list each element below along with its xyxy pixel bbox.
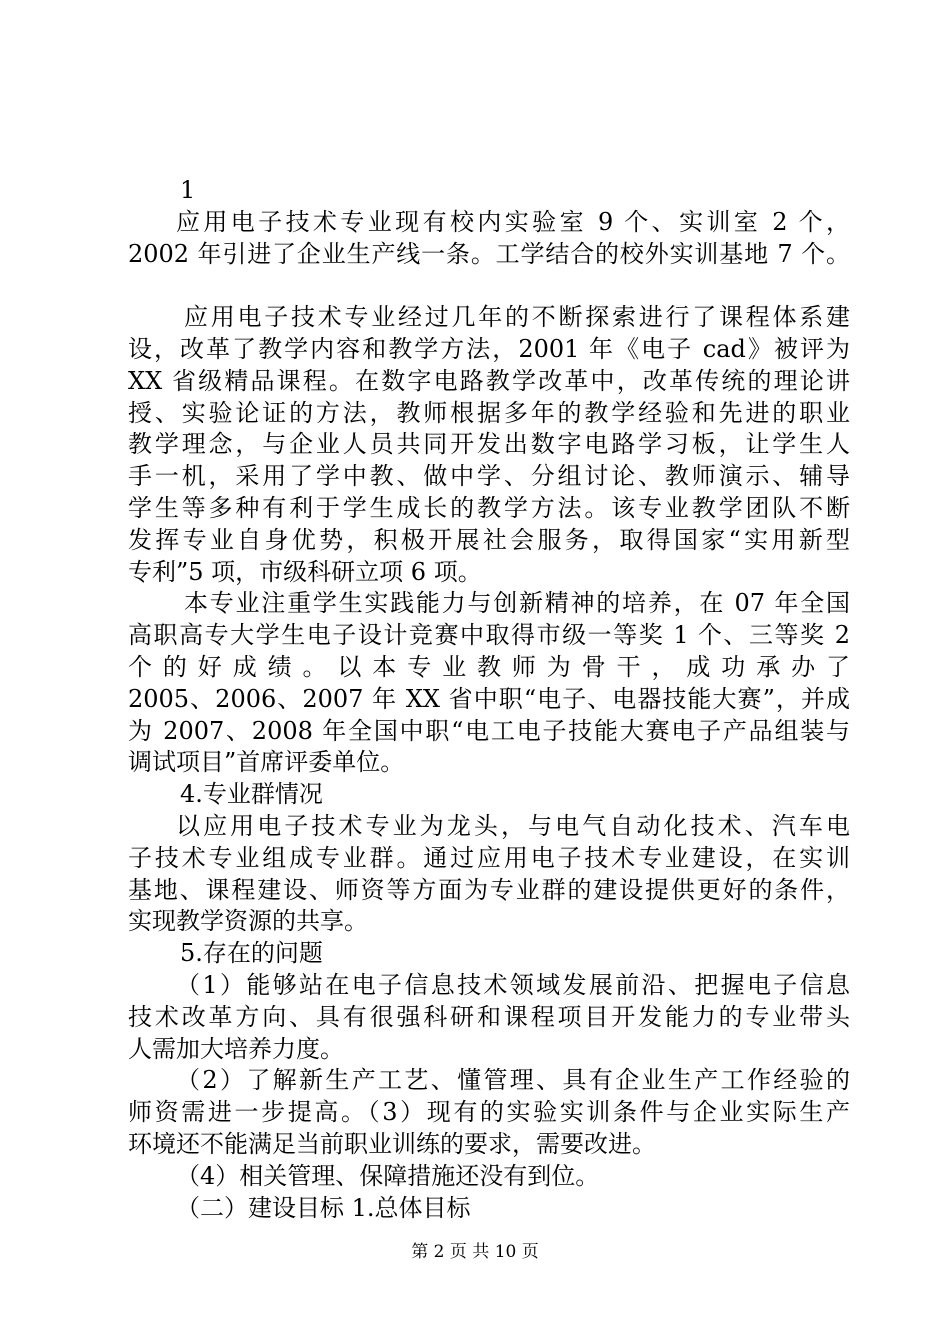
paragraph-line: 实现教学资源的共享。 — [128, 907, 368, 936]
paragraph-line: 为 2007、2008 年全国中职“电工电子技能大赛电子产品组装与 — [128, 716, 850, 745]
section-heading: 4.专业群情况 — [180, 780, 323, 809]
paragraph-line: 基地、课程建设、师资等方面为专业群的建设提供更好的条件， — [128, 875, 850, 904]
paragraph-line: 设，改革了教学内容和教学方法，2001 年《电子 cad》被评为 — [128, 334, 850, 363]
paragraph-line: 子技术专业组成专业群。通过应用电子技术专业建设，在实训 — [128, 843, 850, 872]
paragraph-line: 2002 年引进了企业生产线一条。工学结合的校外实训基地 7 个。 — [128, 239, 850, 268]
paragraph-line: 手一机，采用了学中教、做中学、分组讨论、教师演示、辅导 — [128, 462, 850, 491]
blank-line — [128, 270, 850, 302]
paragraph-line: 高职高专大学生电子设计竞赛中取得市级一等奖 1 个、三等奖 2 — [128, 621, 850, 650]
paragraph-line: 人需加大培养力度。 — [128, 1034, 344, 1063]
paragraph-line: 学生等多种有利于学生成长的教学方法。该专业教学团队不断 — [128, 493, 850, 522]
paragraph-line: 环境还不能满足当前职业训练的要求，需要改进。 — [128, 1129, 656, 1158]
paragraph-line: 师资需进一步提高。（3）现有的实验实训条件与企业实际生产 — [128, 1098, 850, 1127]
section-heading: （二）建设目标 1.总体目标 — [176, 1193, 471, 1222]
paragraph-line: 应用电子技术专业经过几年的不断探索进行了课程体系建 — [184, 303, 850, 332]
paragraph-line: 授、实验论证的方法，教师根据多年的教学经验和先进的职业 — [128, 398, 850, 427]
paragraph-line: （2）了解新生产工艺、懂管理、具有企业生产工作经验的 — [176, 1066, 850, 1095]
paragraph-line: 技术改革方向、具有很强科研和课程项目开发能力的专业带头 — [128, 1002, 850, 1031]
paragraph-line: XX 省级精品课程。在数字电路教学改革中，改革传统的理论讲 — [128, 366, 850, 395]
document-body — [128, 175, 850, 1224]
paragraph-line: 个的好成绩。以本专业教师为骨干，成功承办了 — [128, 652, 850, 681]
page-marker: 1 — [180, 176, 196, 204]
paragraph-line: 专利”5 项，市级科研立项 6 项。 — [128, 557, 482, 586]
paragraph-line: 教学理念，与企业人员共同开发出数字电路学习板，让学生人 — [128, 430, 850, 459]
paragraph-line: （4）相关管理、保障措施还没有到位。 — [176, 1161, 600, 1190]
paragraph-line: （1）能够站在电子信息技术领域发展前沿、把握电子信息 — [176, 970, 850, 999]
paragraph-line: 本专业注重学生实践能力与创新精神的培养，在 07 年全国 — [184, 589, 850, 618]
paragraph-line: 以应用电子技术专业为龙头，与电气自动化技术、汽车电 — [176, 811, 850, 840]
paragraph-line: 发挥专业自身优势，积极开展社会服务，取得国家“实用新型 — [128, 525, 850, 554]
page-footer: 第 2 页 共 10 页 — [411, 1242, 539, 1262]
paragraph-line: 调试项目”首席评委单位。 — [128, 748, 405, 777]
section-heading: 5.存在的问题 — [180, 939, 323, 968]
paragraph-line: 2005、2006、2007 年 XX 省中职“电子、电器技能大赛”，并成 — [128, 684, 850, 713]
paragraph-line: 应用电子技术专业现有校内实验室 9 个、实训室 2 个， — [176, 207, 850, 236]
